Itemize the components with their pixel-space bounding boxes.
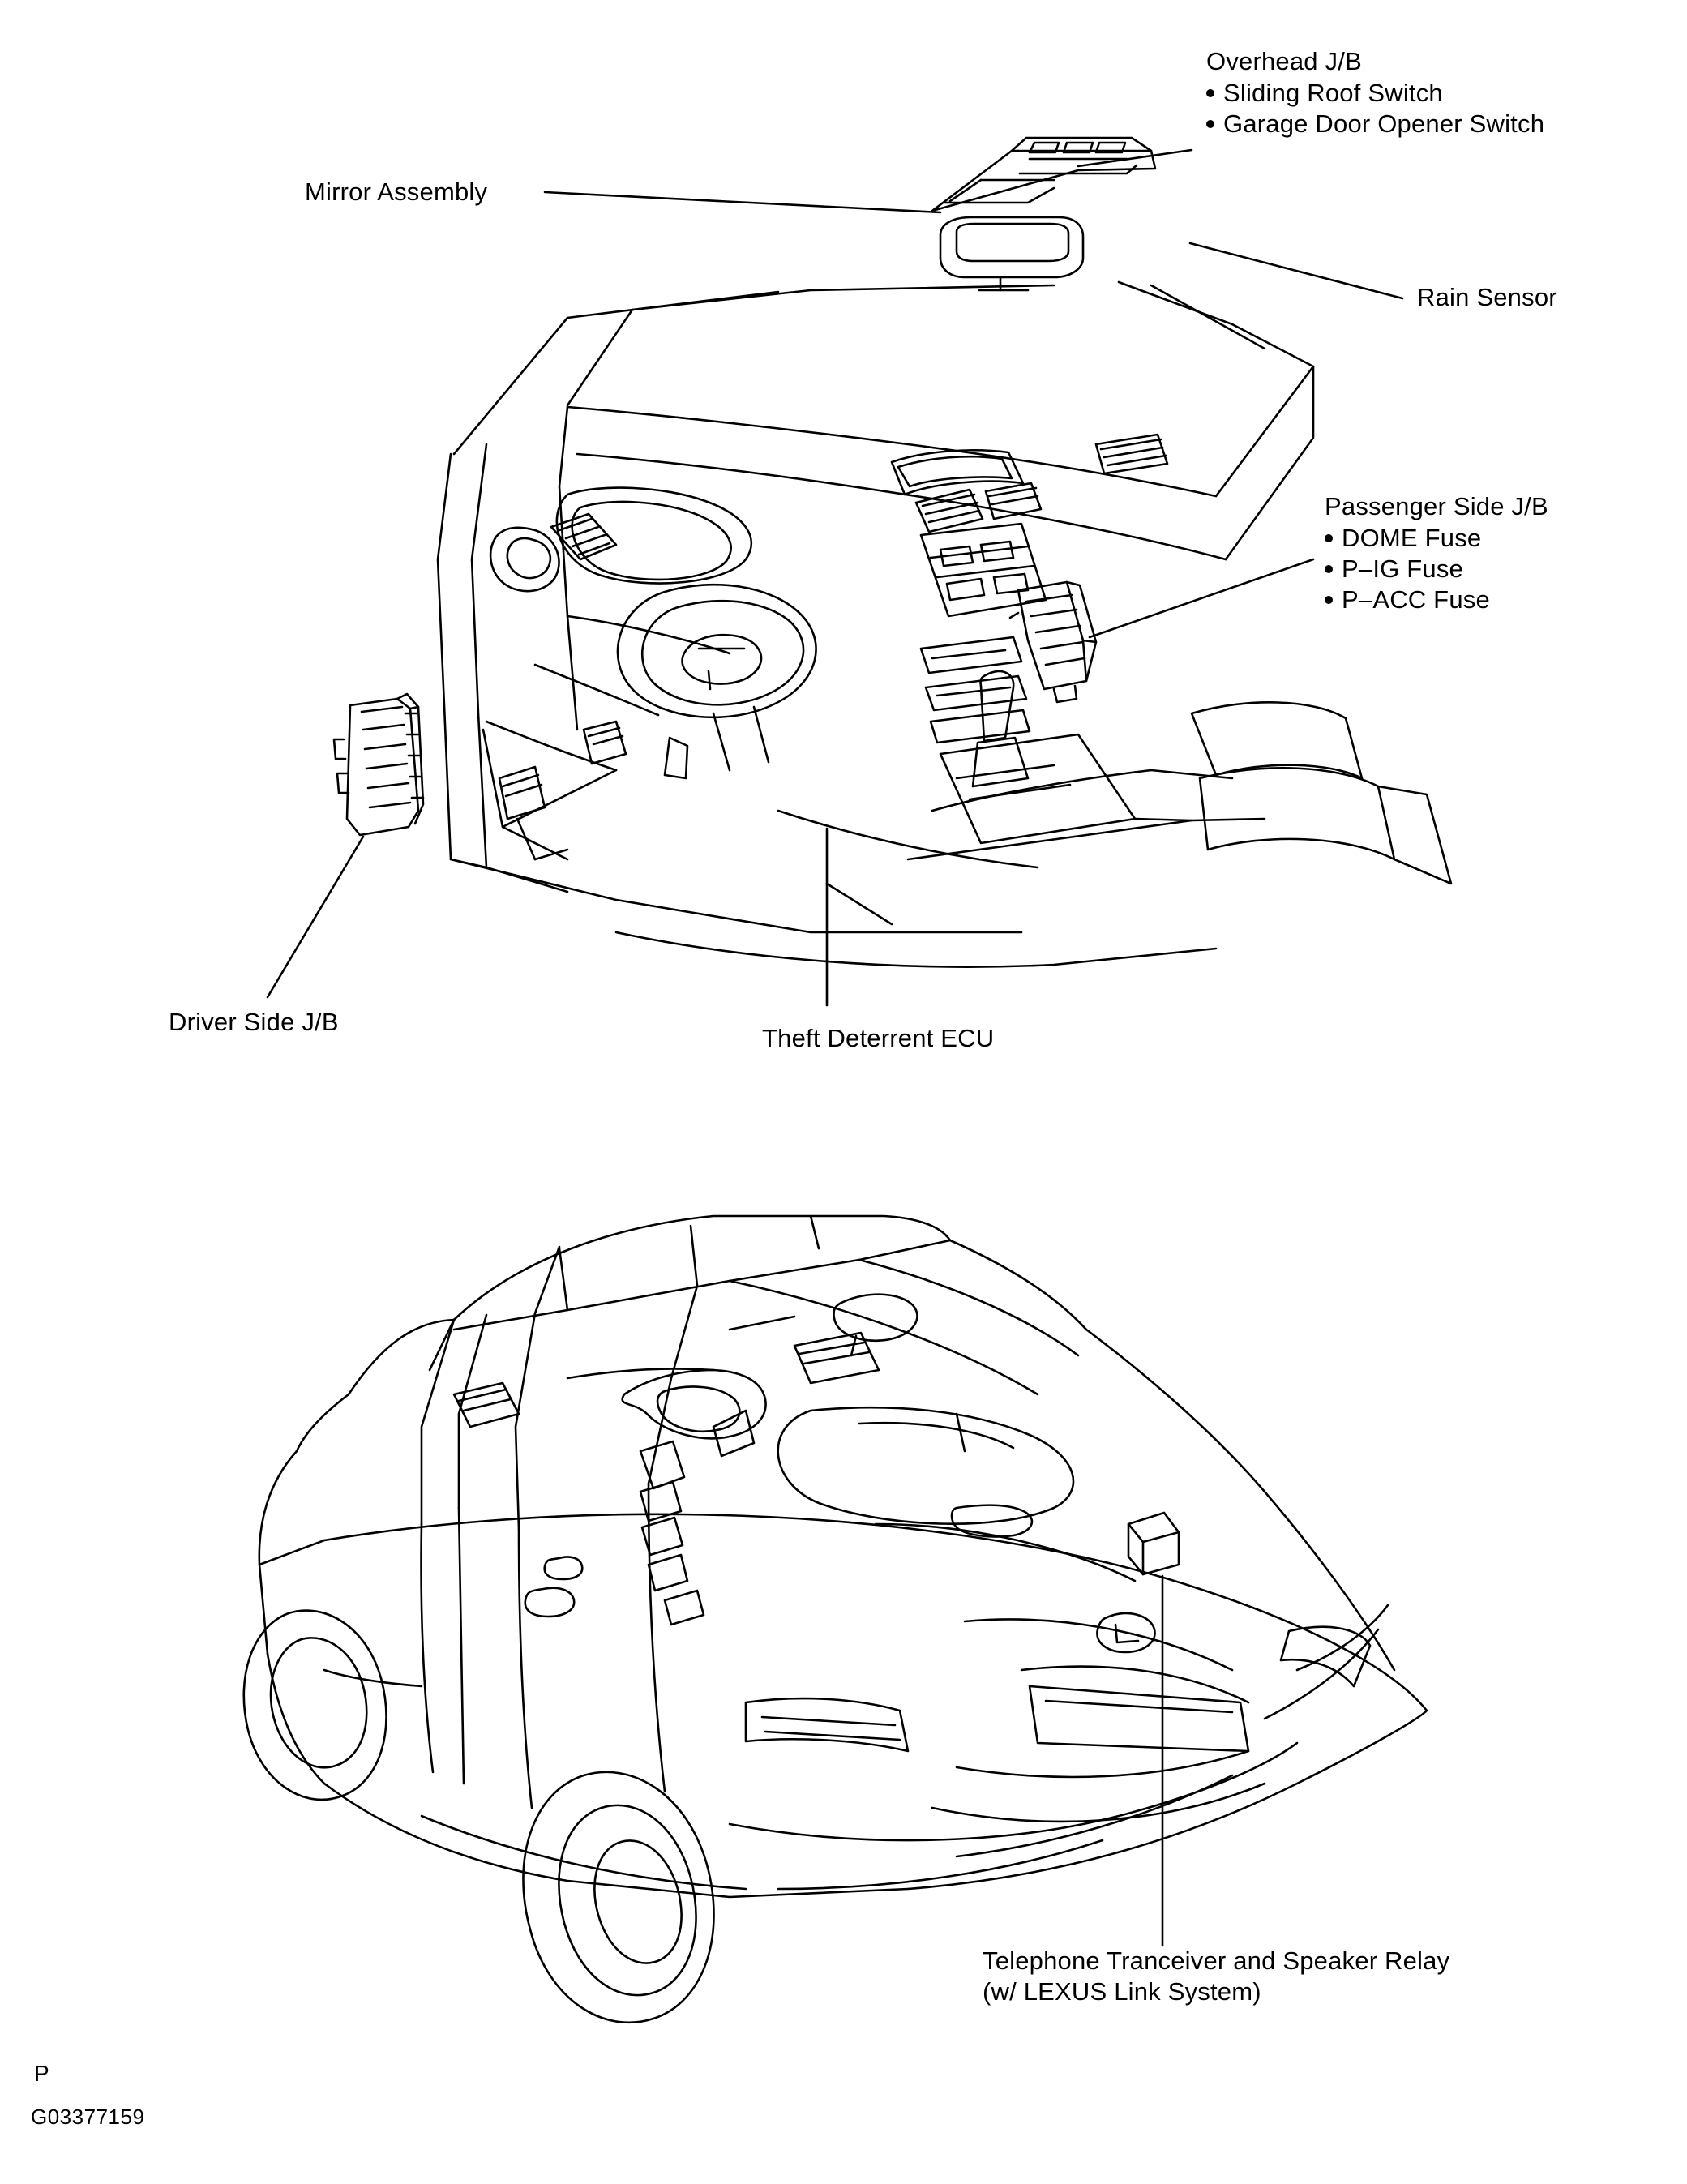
callout-overhead-jb-item-0 (1206, 78, 1544, 109)
callout-passenger-side-jb-title: Passenger Side J/B (1325, 492, 1548, 520)
callout-passenger-side-jb-item-1-label: P–IG Fuse (1342, 555, 1463, 583)
callout-passenger-side-jb-item-1 (1325, 554, 1548, 585)
bullet-icon (1206, 120, 1214, 128)
callout-telephone-transceiver (983, 1946, 1631, 2007)
callout-overhead-jb-title: Overhead J/B (1206, 47, 1362, 75)
footer-marker: P (34, 2061, 49, 2086)
callout-passenger-side-jb-item-2 (1325, 585, 1548, 615)
callout-telephone-transceiver-line-1: Telephone Tranceiver and Speaker Relay (983, 1946, 1450, 1975)
callout-passenger-side-jb-item-2-label: P–ACC Fuse (1342, 585, 1490, 614)
callout-overhead-jb-item-0-label: Sliding Roof Switch (1223, 79, 1443, 107)
callout-driver-side-jb: Driver Side J/B (169, 1008, 339, 1036)
callout-mirror-assembly: Mirror Assembly (305, 178, 488, 206)
bullet-icon (1325, 596, 1333, 604)
bullet-icon (1206, 89, 1214, 97)
bullet-icon (1325, 565, 1333, 573)
callout-overhead-jb-item-1-label: Garage Door Opener Switch (1223, 109, 1545, 138)
callout-passenger-side-jb-item-0-label: DOME Fuse (1342, 524, 1482, 552)
callout-overhead-jb-item-1 (1206, 109, 1544, 139)
callout-overhead-jb (1206, 45, 1544, 139)
figure-code: G03377159 (31, 2105, 145, 2129)
callout-theft-deterrent-ecu: Theft Deterrent ECU (762, 1024, 995, 1052)
bullet-icon (1325, 534, 1333, 542)
callout-telephone-transceiver-line-2: (w/ LEXUS Link System) (983, 1977, 1261, 2006)
callout-passenger-side-jb (1325, 490, 1548, 615)
callout-rain-sensor: Rain Sensor (1417, 283, 1557, 311)
callout-passenger-side-jb-item-0 (1325, 523, 1548, 554)
